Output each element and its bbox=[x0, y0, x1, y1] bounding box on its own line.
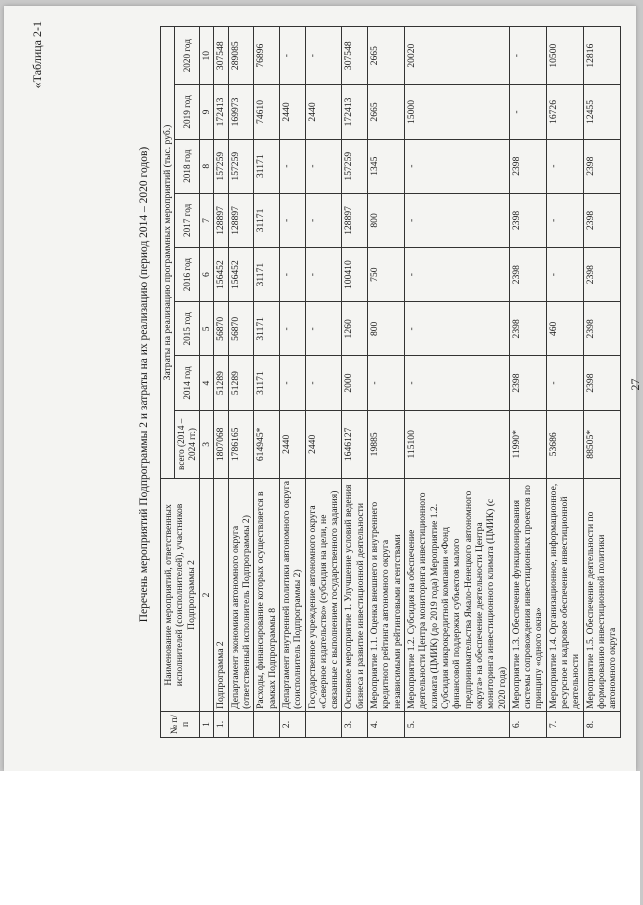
index-cell: 2 bbox=[200, 478, 214, 711]
row-number: 7. bbox=[546, 711, 583, 737]
row-year-value: 31171 bbox=[254, 193, 280, 247]
row-year-value: 460 bbox=[546, 302, 583, 356]
row-name: Подпрограмма 2 bbox=[214, 478, 228, 711]
index-cell: 7 bbox=[200, 193, 214, 247]
header-total: всего (2014 – 2024 гг.) bbox=[175, 410, 200, 478]
table-label: «Таблица 2-1 bbox=[30, 21, 44, 89]
row-year-value: - bbox=[305, 139, 342, 193]
row-year-value: 156452 bbox=[228, 248, 254, 302]
header-year: 2016 год bbox=[175, 248, 200, 302]
row-year-value: 128897 bbox=[214, 193, 228, 247]
row-number bbox=[305, 711, 342, 737]
table-row bbox=[279, 27, 305, 738]
index-cell: 4 bbox=[200, 356, 214, 410]
row-year-value: 2440 bbox=[305, 85, 342, 139]
row-number: 1. bbox=[214, 711, 228, 737]
row-name: Основное мероприятие 1. Улучшение условий ведения бизнеса и развитие инвестиционной деятельности bbox=[342, 478, 368, 711]
header-year: 2018 год bbox=[175, 139, 200, 193]
costs-table bbox=[160, 26, 621, 738]
row-year-value: 750 bbox=[368, 248, 405, 302]
row-year-value: - bbox=[279, 302, 305, 356]
row-number: 8. bbox=[583, 711, 620, 737]
row-year-value: 2000 bbox=[342, 356, 368, 410]
row-year-value: 31171 bbox=[254, 302, 280, 356]
header-row bbox=[161, 27, 175, 738]
header-year: 2014 год bbox=[175, 356, 200, 410]
row-year-value: - bbox=[279, 193, 305, 247]
row-name: Департамент экономики автономного округа (ответственный исполнитель Подпрограммы 2) bbox=[228, 478, 254, 711]
row-year-value: 157259 bbox=[214, 139, 228, 193]
row-year-value: 157259 bbox=[228, 139, 254, 193]
row-year-value: - bbox=[305, 248, 342, 302]
index-cell: 10 bbox=[200, 27, 214, 85]
row-year-value: 1345 bbox=[368, 139, 405, 193]
table-row bbox=[368, 27, 405, 738]
row-total: 614945* bbox=[254, 410, 280, 478]
row-name: Мероприятие 1.2. Субсидия на обеспечение деятельности Центра мониторинга инвестиционного климата (ЦМИК) (до 2019 года) Мероприятие 1.2. Субсидия микрокредитной компании «Фонд финансовой поддержки субъектов малого предпринимательства Ямало-Ненецкого автономного округа» на обеспечение деятельности Центра мониторинга инвестиционного климата (ЦМИК) (с 2020 года) bbox=[405, 478, 510, 711]
row-total: 115100 bbox=[405, 410, 510, 478]
table-row bbox=[509, 27, 546, 738]
table-body bbox=[214, 27, 620, 738]
row-year-value: - bbox=[405, 139, 510, 193]
row-total: 1646127 bbox=[342, 410, 368, 478]
row-year-value: 2398 bbox=[509, 193, 546, 247]
header-year: 2015 год bbox=[175, 302, 200, 356]
row-year-value: 12816 bbox=[583, 27, 620, 85]
table-row bbox=[342, 27, 368, 738]
row-name: Мероприятие 1.5. Обеспечение деятельности по формированию инвестиционной политики автономного округа bbox=[583, 478, 620, 711]
row-name: Департамент внутренней политики автономного округа (соисполнитель Подпрограммы 2) bbox=[279, 478, 305, 711]
row-year-value: 307548 bbox=[214, 27, 228, 85]
row-year-value: 800 bbox=[368, 302, 405, 356]
row-year-value: 289085 bbox=[228, 27, 254, 85]
row-year-value: - bbox=[546, 356, 583, 410]
table-row bbox=[228, 27, 254, 738]
row-number bbox=[254, 711, 280, 737]
row-year-value: 15000 bbox=[405, 85, 510, 139]
header-num: № п/п bbox=[161, 711, 200, 737]
row-year-value: - bbox=[405, 248, 510, 302]
row-year-value: 2398 bbox=[583, 356, 620, 410]
row-year-value: 56870 bbox=[214, 302, 228, 356]
row-year-value: - bbox=[368, 356, 405, 410]
index-cell: 5 bbox=[200, 302, 214, 356]
scan-margin bbox=[0, 771, 640, 905]
row-year-value: - bbox=[405, 356, 510, 410]
row-year-value: 307548 bbox=[342, 27, 368, 85]
row-year-value: 12455 bbox=[583, 85, 620, 139]
row-year-value: 169973 bbox=[228, 85, 254, 139]
row-year-value: 74610 bbox=[254, 85, 280, 139]
row-year-value: 10500 bbox=[546, 27, 583, 85]
row-total: 88505* bbox=[583, 410, 620, 478]
row-year-value: - bbox=[546, 248, 583, 302]
row-year-value: 156452 bbox=[214, 248, 228, 302]
index-cell: 3 bbox=[200, 410, 214, 478]
header-year: 2017 год bbox=[175, 193, 200, 247]
row-year-value: 20020 bbox=[405, 27, 510, 85]
row-year-value: 172413 bbox=[342, 85, 368, 139]
row-number: 5. bbox=[405, 711, 510, 737]
row-total: 11990* bbox=[509, 410, 546, 478]
row-number: 2. bbox=[279, 711, 305, 737]
table-row bbox=[305, 27, 342, 738]
row-year-value: - bbox=[305, 302, 342, 356]
rotated-content bbox=[20, 17, 642, 752]
row-number: 6. bbox=[509, 711, 546, 737]
row-year-value: 2398 bbox=[509, 248, 546, 302]
row-year-value: 2398 bbox=[509, 356, 546, 410]
row-year-value: 2398 bbox=[583, 248, 620, 302]
row-total: 1786165 bbox=[228, 410, 254, 478]
row-total: 2440 bbox=[279, 410, 305, 478]
row-name: Государственное учреждение автономного округа «Северное издательство» (субсидия на цели, не связанные с выполнением государственного задания) bbox=[305, 478, 342, 711]
row-year-value: - bbox=[279, 139, 305, 193]
row-year-value: - bbox=[546, 139, 583, 193]
table-row bbox=[583, 27, 620, 738]
row-year-value: 2398 bbox=[583, 139, 620, 193]
row-name: Мероприятие 1.3. Обеспечение функционирования системы сопровождения инвестиционных проектов по принципу «одного окна» bbox=[509, 478, 546, 711]
row-year-value: 128897 bbox=[342, 193, 368, 247]
row-year-value: 2398 bbox=[583, 193, 620, 247]
row-number: 4. bbox=[368, 711, 405, 737]
index-cell: 6 bbox=[200, 248, 214, 302]
row-year-value: 157259 bbox=[342, 139, 368, 193]
row-number: 3. bbox=[342, 711, 368, 737]
row-year-value: - bbox=[279, 248, 305, 302]
row-year-value: 128897 bbox=[228, 193, 254, 247]
index-cell: 9 bbox=[200, 85, 214, 139]
row-year-value: - bbox=[305, 27, 342, 85]
row-year-value: 172413 bbox=[214, 85, 228, 139]
row-year-value: - bbox=[305, 193, 342, 247]
row-year-value: 31171 bbox=[254, 356, 280, 410]
row-year-value: - bbox=[509, 27, 546, 85]
row-year-value: 2665 bbox=[368, 27, 405, 85]
row-name: Мероприятие 1.1. Оценка внешнего и внутреннего кредитного рейтинга автономного округа независимыми рейтинговыми агентствами bbox=[368, 478, 405, 711]
header-costs-group: Затраты на реализацию программных мероприятий (тыс. руб.) bbox=[161, 27, 175, 479]
table-row bbox=[546, 27, 583, 738]
row-year-value: 51289 bbox=[214, 356, 228, 410]
row-year-value: 31171 bbox=[254, 139, 280, 193]
document-title: Перечень мероприятий Подпрограммы 2 и затраты на их реализацию (период 2014 – 2020 годов) bbox=[138, 146, 150, 623]
row-year-value: - bbox=[279, 27, 305, 85]
row-year-value: 800 bbox=[368, 193, 405, 247]
row-number bbox=[228, 711, 254, 737]
row-total: 2440 bbox=[305, 410, 342, 478]
table-row bbox=[214, 27, 228, 738]
header-year: 2019 год bbox=[175, 85, 200, 139]
index-cell: 1 bbox=[200, 711, 214, 737]
row-year-value: 31171 bbox=[254, 248, 280, 302]
page-number: 27 bbox=[628, 378, 642, 391]
row-year-value: 2440 bbox=[279, 85, 305, 139]
row-year-value: 16726 bbox=[546, 85, 583, 139]
row-total: 1807068 bbox=[214, 410, 228, 478]
header-name: Наименование мероприятий, ответственных исполнителей (соисполнителей), участников Подпрограммы 2 bbox=[161, 478, 200, 711]
index-cell: 8 bbox=[200, 139, 214, 193]
row-total: 53686 bbox=[546, 410, 583, 478]
index-row bbox=[200, 27, 214, 738]
row-year-value: 76896 bbox=[254, 27, 280, 85]
row-year-value: 2665 bbox=[368, 85, 405, 139]
table-row bbox=[254, 27, 280, 738]
table-row bbox=[405, 27, 510, 738]
row-year-value: - bbox=[405, 302, 510, 356]
row-year-value: - bbox=[405, 193, 510, 247]
row-year-value: 1260 bbox=[342, 302, 368, 356]
header-year: 2020 год bbox=[175, 27, 200, 85]
row-year-value: - bbox=[279, 356, 305, 410]
row-total: 19885 bbox=[368, 410, 405, 478]
row-year-value: 100410 bbox=[342, 248, 368, 302]
row-year-value: - bbox=[546, 193, 583, 247]
row-year-value: 2398 bbox=[583, 302, 620, 356]
row-name: Расходы, финансирование которых осуществляется в рамках Подпрограммы 8 bbox=[254, 478, 280, 711]
row-year-value: - bbox=[305, 356, 342, 410]
row-year-value: 51289 bbox=[228, 356, 254, 410]
row-year-value: - bbox=[509, 85, 546, 139]
row-name: Мероприятие 1.4. Организационное, информационное, ресурсное и кадровое обеспечение инвестиционной деятельности bbox=[546, 478, 583, 711]
row-year-value: 2398 bbox=[509, 302, 546, 356]
row-year-value: 56870 bbox=[228, 302, 254, 356]
row-year-value: 2398 bbox=[509, 139, 546, 193]
